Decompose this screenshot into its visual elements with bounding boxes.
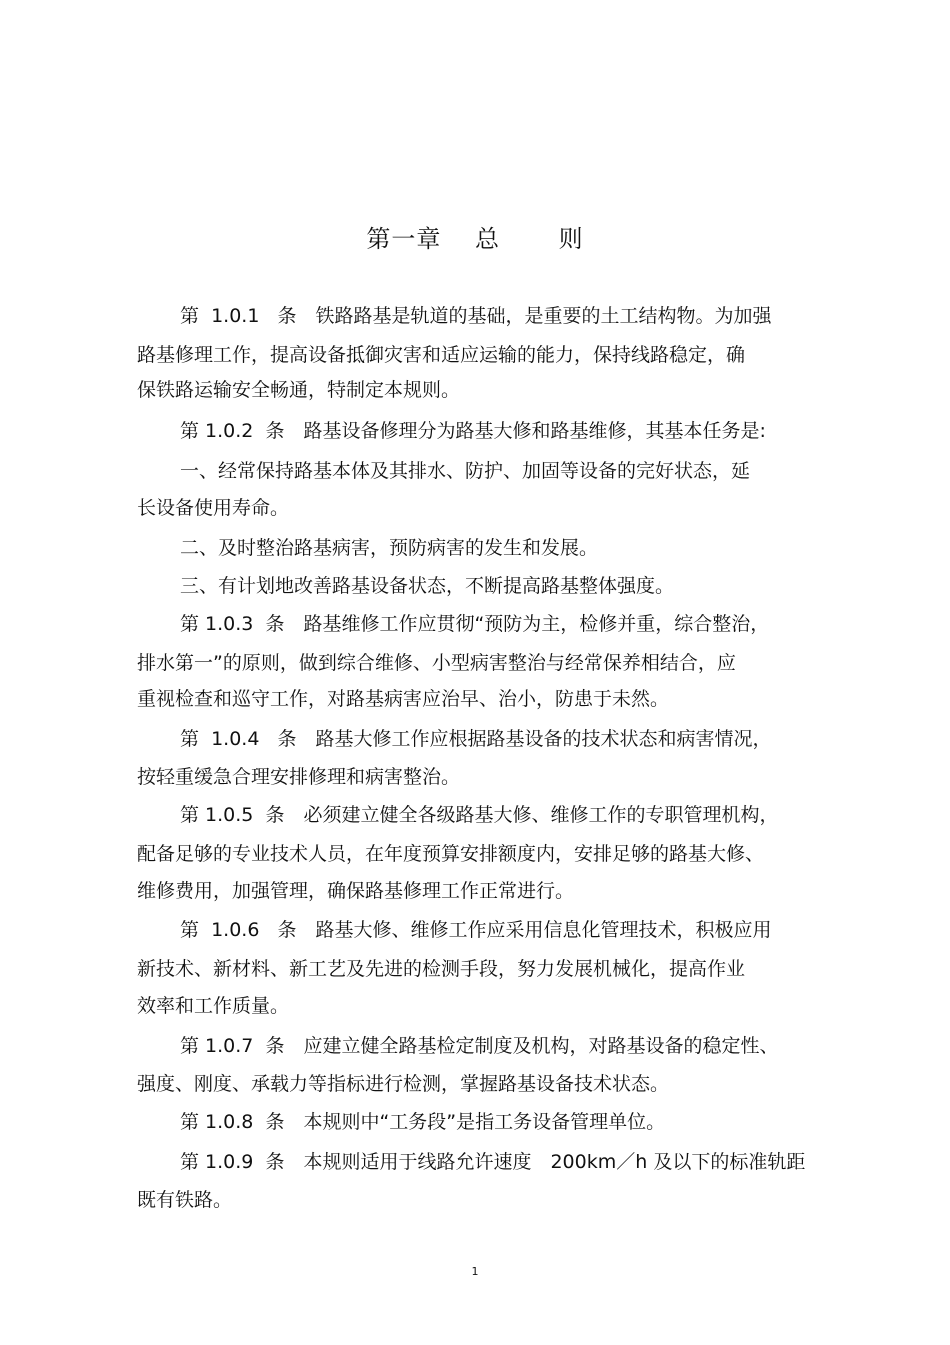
- article-1-0-4-line-2: 按轻重缓急合理安排修理和病害整治。: [137, 766, 461, 788]
- article-1-0-6-line-1: 第 1.0.6 条 路基大修、维修工作应采用信息化管理技术，积极应用: [180, 919, 772, 941]
- article-1-0-5-line-1: 第 1.0.5 条 必须建立健全各级路基大修、维修工作的专职管理机构，: [180, 804, 779, 826]
- article-1-0-1-line-3: 保铁路运输安全畅通，特制定本规则。: [137, 379, 461, 401]
- article-1-0-2-item-2: 二、及时整治路基病害，预防病害的发生和发展。: [180, 537, 599, 559]
- article-1-0-6-line-3: 效率和工作质量。: [137, 995, 290, 1017]
- article-1-0-4-line-1: 第 1.0.4 条 路基大修工作应根据路基设备的技术状态和病害情况，: [180, 728, 772, 750]
- article-1-0-3-line-1: 第 1.0.3 条 路基维修工作应贯彻“预防为主，检修并重，综合整治，: [180, 613, 770, 635]
- article-1-0-1-line-1: 第 1.0.1 条 铁路路基是轨道的基础，是重要的土工结构物。为加强: [180, 305, 772, 327]
- article-1-0-2-line-1: 第 1.0.2 条 路基设备修理分为路基大修和路基维修，其基本任务是:: [180, 420, 766, 442]
- article-1-0-7-line-1: 第 1.0.7 条 应建立健全路基检定制度及机构，对路基设备的稳定性、: [180, 1035, 779, 1057]
- article-1-0-2-item-1-line-2: 长设备使用寿命。: [137, 497, 290, 519]
- article-1-0-8-line-1: 第 1.0.8 条 本规则中“工务段”是指工务设备管理单位。: [180, 1111, 666, 1133]
- article-1-0-3-line-3: 重视检查和巡守工作，对路基病害应治早、治小，防患于未然。: [137, 688, 670, 710]
- article-1-0-6-line-2: 新技术、新材料、新工艺及先进的检测手段，努力发展机械化，提高作业: [137, 958, 746, 980]
- article-1-0-9-line-2: 既有铁路。: [137, 1189, 233, 1211]
- article-1-0-7-line-2: 强度、刚度、承载力等指标进行检测，掌握路基设备技术状态。: [137, 1073, 670, 1095]
- chapter-title: 第一章 总 则: [366, 225, 584, 253]
- article-1-0-5-line-3: 维修费用，加强管理，确保路基修理工作正常进行。: [137, 880, 575, 902]
- article-1-0-2-item-1-line-1: 一、经常保持路基本体及其排水、防护、加固等设备的完好状态，延: [180, 460, 751, 482]
- article-1-0-3-line-2: 排水第一”的原则，做到综合维修、小型病害整治与经常保养相结合，应: [137, 652, 736, 674]
- article-1-0-9-line-1: 第 1.0.9 条 本规则适用于线路允许速度 200km／h 及以下的标准轨距: [180, 1151, 806, 1173]
- article-1-0-1-line-2: 路基修理工作，提高设备抵御灾害和适应运输的能力，保持线路稳定，确: [137, 344, 746, 366]
- page-number: 1: [471, 1265, 479, 1278]
- article-1-0-5-line-2: 配备足够的专业技术人员，在年度预算安排额度内，安排足够的路基大修、: [137, 843, 765, 865]
- article-1-0-2-item-3: 三、有计划地改善路基设备状态，不断提高路基整体强度。: [180, 575, 675, 597]
